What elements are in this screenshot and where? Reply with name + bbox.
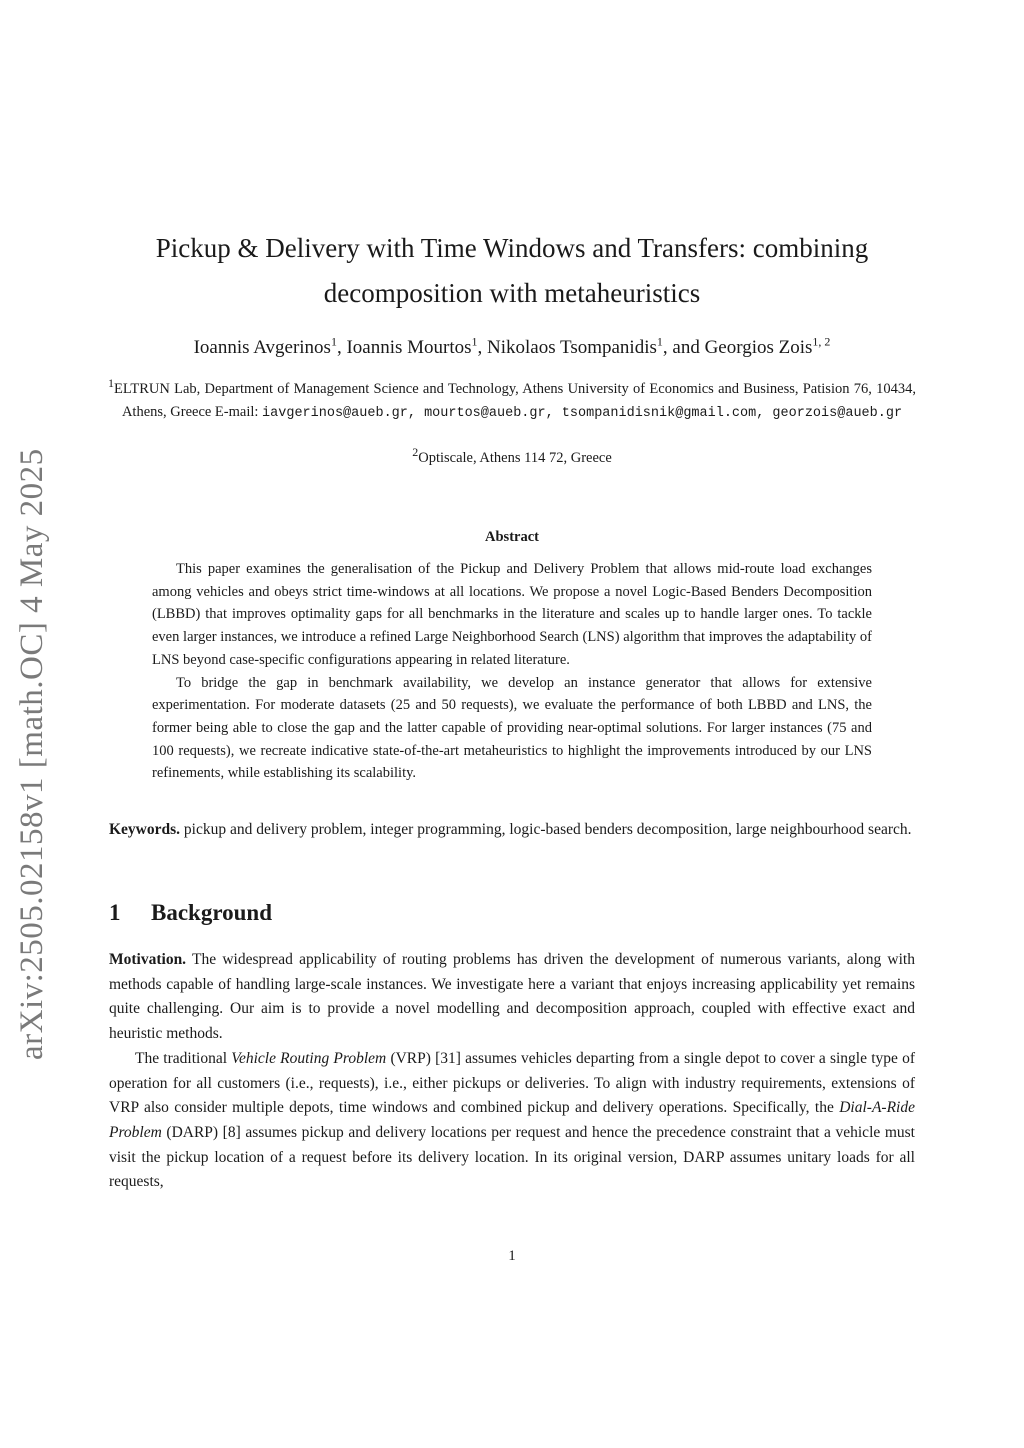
vrp-term: Vehicle Routing Problem bbox=[231, 1049, 387, 1067]
abstract-heading: Abstract bbox=[485, 529, 539, 545]
page-number: 1 bbox=[508, 1248, 516, 1264]
section-title: Background bbox=[151, 900, 273, 925]
keywords-label: Keywords. bbox=[109, 821, 181, 838]
arxiv-identifier: arXiv:2505.02158v1 [math.OC] 4 May 2025 bbox=[14, 448, 50, 1060]
abstract bbox=[152, 558, 872, 785]
author-affiliation-mark: 1, 2 bbox=[812, 334, 831, 349]
paper-title bbox=[100, 226, 924, 316]
affiliation-2-text: Optiscale, Athens 114 72, Greece bbox=[418, 450, 612, 466]
author-separator: , bbox=[336, 337, 347, 358]
author-name: Nikolaos Tsompanidis bbox=[487, 337, 657, 358]
author-affiliation-mark: 1 bbox=[656, 334, 663, 349]
keywords-text: pickup and delivery problem, integer programming, logic-based benders decomposition, large neighbourhood search. bbox=[180, 821, 912, 838]
author-separator: , and bbox=[662, 337, 705, 358]
keywords bbox=[109, 818, 915, 843]
author-emails[interactable]: iavgerinos@aueb.gr, mourtos@aueb.gr, tsompanidisnik@gmail.com, georzois@aueb.gr bbox=[262, 405, 903, 421]
author-affiliation-mark: 1 bbox=[330, 334, 337, 349]
author-name: Ioannis Mourtos bbox=[346, 337, 472, 358]
abstract-paragraph: This paper examines the generalisation of the Pickup and Delivery Problem that allows mid-route load exchanges among vehicles and obeys strict time-windows at all locations. We propose a novel Logic-Based Benders Decomposition (LBBD) that improves optimality gaps for all benchmarks in the literature and scales up to handle larger ones. To tackle even larger instances, we introduce a refined Large Neighborhood Search (LNS) algorithm that improves the adaptability of LNS beyond case-specific configurations appearing in related literature. bbox=[152, 561, 872, 668]
body-paragraph bbox=[109, 1047, 915, 1195]
body-text bbox=[109, 948, 915, 1195]
title-line-2: decomposition with metaheuristics bbox=[323, 278, 701, 308]
affiliation-2 bbox=[108, 447, 916, 470]
body-text-span: The traditional bbox=[135, 1049, 232, 1067]
author-name: Ioannis Avgerinos bbox=[193, 337, 331, 358]
affiliation-1 bbox=[108, 378, 916, 425]
abstract-paragraph: To bridge the gap in benchmark availability, we develop an instance generator that allows for extensive experimentation. For moderate datasets (25 and 50 requests), we evaluate the performance of both LBBD and LNS, the former being able to close the gap and the latter capable of providing near-optimal solutions. For larger instances (75 and 100 requests), we recreate indicative state-of-the-art metaheuristics to highlight the improvements introduced by our LNS refinements, while establishing its scalability. bbox=[152, 674, 872, 782]
darp-term: Dial-A-Ride Problem bbox=[109, 1099, 915, 1141]
title-line-1: Pickup & Delivery with Time Windows and Transfers: combining bbox=[155, 233, 869, 263]
author-name: Georgios Zois bbox=[704, 337, 813, 358]
body-text-span: (VRP) [31] assumes vehicles departing from a single depot to cover a single type of operation for all customers (i.e., requests), i.e., either pickups or deliveries. To align with industry requirements, extensions of VRP also consider multiple depots, time windows and combined pickup and delivery operations. Specifically, the bbox=[109, 1049, 915, 1117]
affiliation-mark: 2 bbox=[412, 445, 419, 460]
author-separator: , bbox=[477, 337, 488, 358]
affiliation-mark: 1 bbox=[108, 376, 114, 391]
section-heading bbox=[109, 900, 272, 926]
author-affiliation-mark: 1 bbox=[471, 334, 478, 349]
motivation-label: Motivation. bbox=[109, 951, 187, 968]
author-list bbox=[100, 336, 924, 360]
body-text-span: (DARP) [8] assumes pickup and delivery locations per request and hence the precedence constraint that a vehicle must visit the pickup location of a request before its delivery location. In its original version, DARP assumes unitary loads for all requests, bbox=[109, 1123, 915, 1191]
affiliation-1-text: ELTRUN Lab, Department of Management Science and Technology, Athens University of Economics and Business, Patision 76, 10434, Athens, Greece E-mail: bbox=[114, 381, 916, 420]
motivation-text: The widespread applicability of routing problems has driven the development of numerous variants, along with methods capable of handling large-scale instances. We investigate here a variant that enjoys increasing applicability yet remains quite challenging. Our aim is to provide a novel modelling and decomposition approach, coupled with effective exact and heuristic methods. bbox=[109, 951, 915, 1043]
body-paragraph bbox=[109, 948, 915, 1047]
section-number: 1 bbox=[109, 900, 121, 925]
